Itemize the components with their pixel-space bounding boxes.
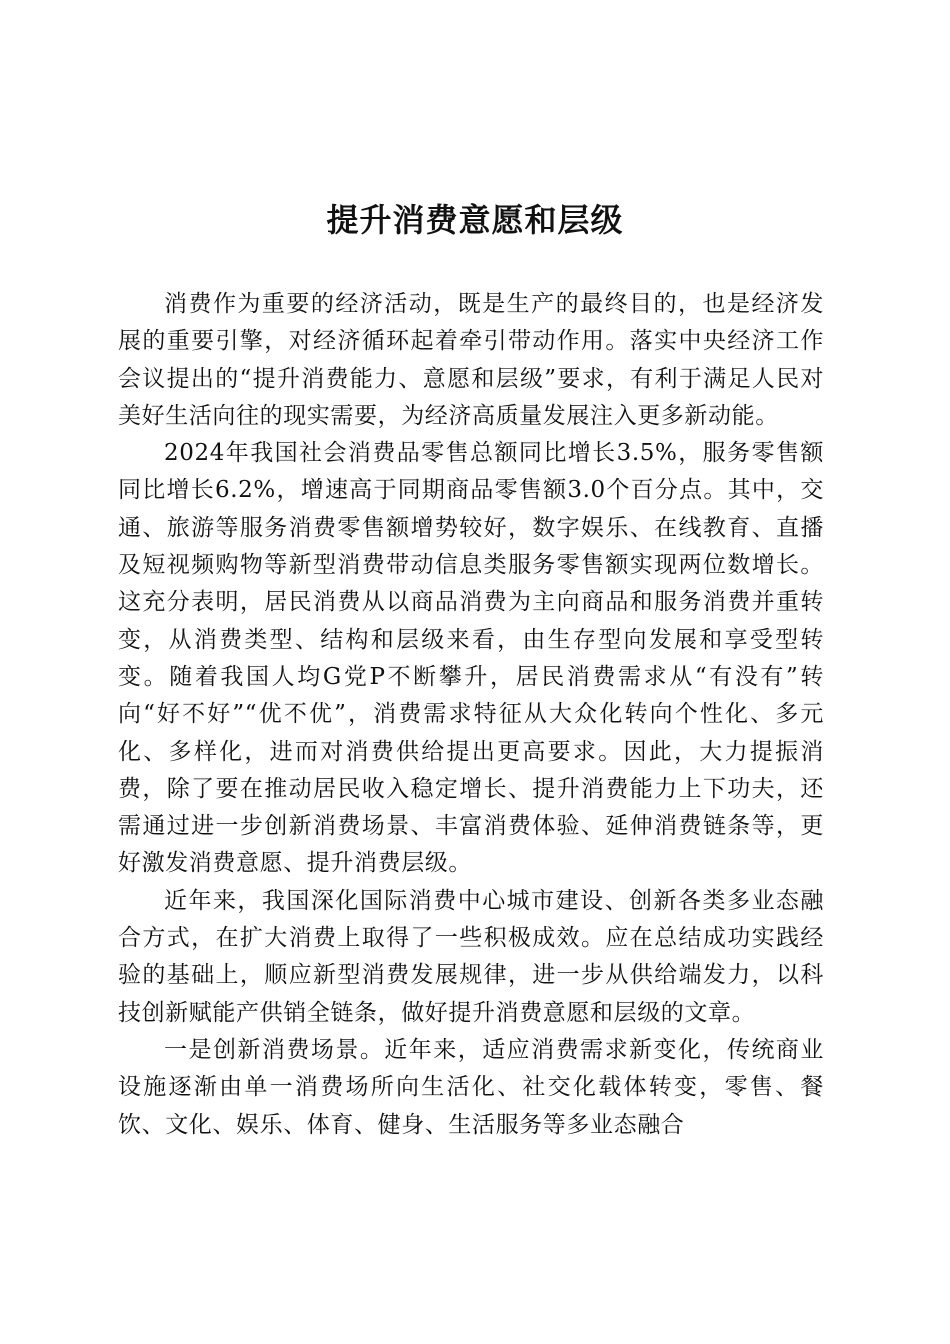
paragraph-statistics: 2024年我国社会消费品零售总额同比增长3.5%，服务零售额同比增长6.2%，增速高于同期商品零售额3.0个百分点。其中，交通、旅游等服务消费零售额增势较好，数字娱乐、在线教育、直播及短视频购物等新型消费带动信息类服务零售额实现两位数增长。这充分表明，居民消费从以商品消费为主向商品和服务消费并重转变，从消费类型、结构和层级来看，由生存型向发展和享受型转变。随着我国人均G党P不断攀升，居民消费需求从“有没有”转向“好不好”“优不优”，消费需求特征从大众化转向个性化、多元化、多样化，进而对消费供给提出更高要求。因此，大力提振消费，除了要在推动居民收入稳定增长、提升消费能力上下功夫，还需通过进一步创新消费场景、丰富消费体验、延伸消费链条等，更好激发消费意愿、提升消费层级。 [118, 440, 824, 877]
paragraph-intro: 消费作为重要的经济活动，既是生产的最终目的，也是经济发展的重要引擎，对经济循环起着牵引带动作用。落实中央经济工作会议提出的“提升消费能力、意愿和层级”要求，有利于满足人民对美好生活向往的现实需要，为经济高质量发展注入更多新动能。 [118, 291, 824, 429]
paragraph-recent-years: 近年来，我国深化国际消费中心城市建设、创新各类多业态融合方式，在扩大消费上取得了一些积极成效。应在总结成功实践经验的基础上，顺应新型消费发展规律，进一步从供给端发力，以科技创新赋能产供销全链条，做好提升消费意愿和层级的文章。 [118, 887, 824, 1026]
paragraph-consumption-scenes: 一是创新消费场景。近年来，适应消费需求新变化，传统商业设施逐渐由单一消费场所向生活化、社交化载体转变，零售、餐饮、文化、娱乐、体育、健身、生活服务等多业态融合 [118, 1036, 824, 1138]
document-body [118, 286, 824, 1144]
document-title: 提升消费意愿和层级 [326, 201, 624, 239]
